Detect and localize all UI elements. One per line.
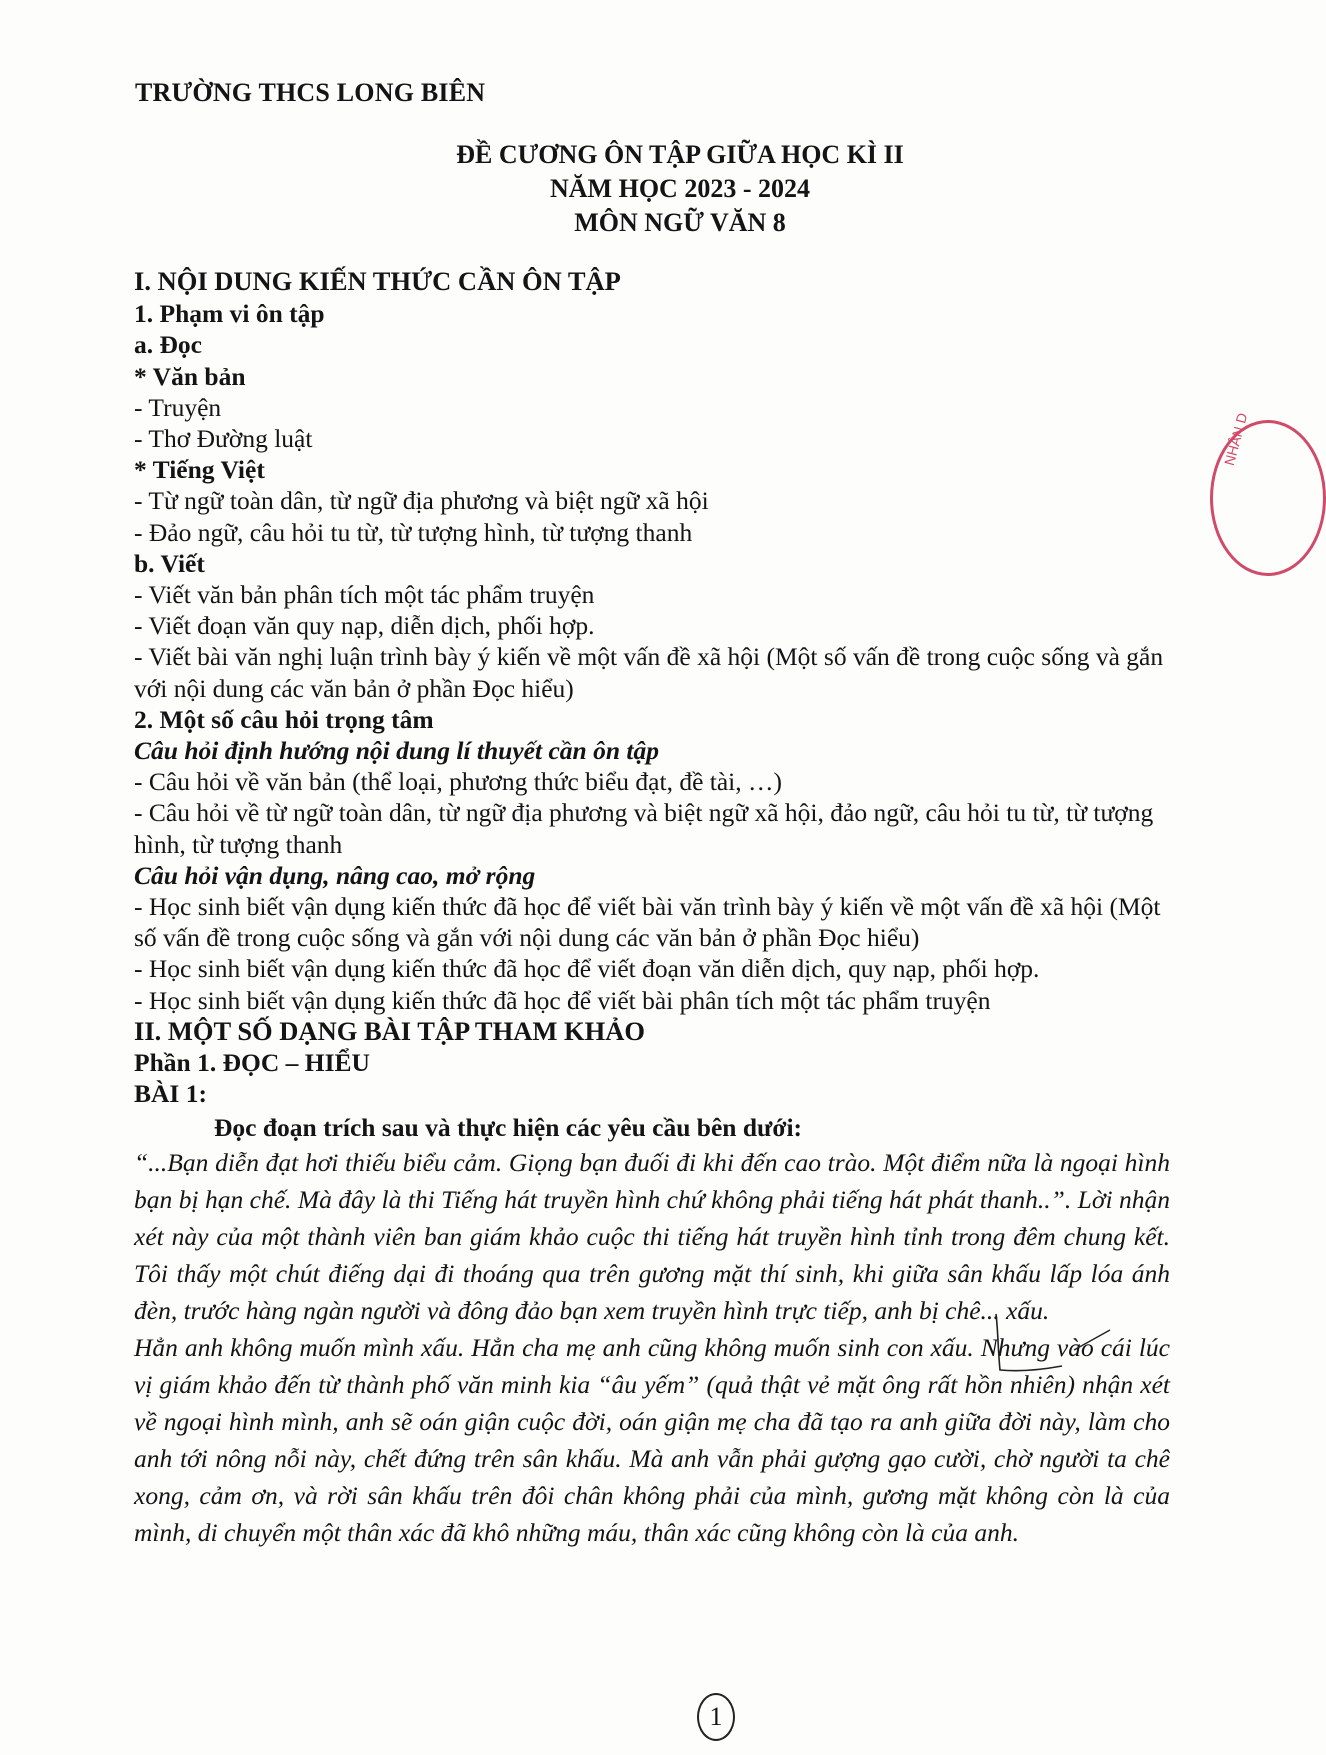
applied-question-3: - Học sinh biết vận dụng kiến thức đã học để viết bài phân tích một tác phẩm truyện	[134, 985, 991, 1015]
vietnamese-heading: * Tiếng Việt	[134, 455, 265, 485]
handwritten-mark	[990, 1310, 1120, 1380]
official-stamp	[1210, 411, 1326, 576]
applied-questions-heading: Câu hỏi vận dụng, nâng cao, mở rộng	[134, 860, 536, 890]
texts-heading: * Văn bản	[134, 361, 246, 391]
writing-item-3: - Viết bài văn nghị luận trình bày ý kiến về một vấn đề xã hội (Một số vấn đề trong cuộc sống và gắn với nội dung các văn bản ở phần Đọc hiểu)	[134, 642, 1164, 703]
writing-item-1: - Viết văn bản phân tích một tác phẩm truyện	[134, 580, 595, 610]
section-1-heading: I. NỘI DUNG KIẾN THỨC CẦN ÔN TẬP	[134, 266, 621, 296]
writing-item-2: - Viết đoạn văn quy nạp, diễn dịch, phối hợp.	[134, 611, 595, 641]
exercise-1-heading: BÀI 1:	[134, 1079, 207, 1109]
section-2-heading: II. MỘT SỐ DẠNG BÀI TẬP THAM KHẢO	[134, 1015, 645, 1046]
theory-question-2: - Câu hỏi về từ ngữ toàn dân, từ ngữ địa phương và biệt ngữ xã hội, đảo ngữ, câu hỏi tu từ, từ tượng hình, từ tượng thanh	[134, 798, 1154, 859]
text-item-poetry: - Thơ Đường luật	[134, 424, 313, 454]
title-line-1: ĐỀ CƯƠNG ÔN TẬP GIỮA HỌC KÌ II	[456, 140, 904, 169]
text-item-story: - Truyện	[134, 392, 222, 422]
key-questions-heading: 2. Một số câu hỏi trọng tâm	[134, 704, 434, 734]
applied-question-2: - Học sinh biết vận dụng kiến thức đã học để viết đoạn văn diễn dịch, quy nạp, phối hợp.	[134, 954, 1040, 984]
document-title	[310, 138, 1050, 240]
title-line-2: NĂM HỌC 2023 - 2024	[550, 174, 810, 203]
writing-heading: b. Viết	[134, 548, 205, 578]
exercise-instruction: Đọc đoạn trích sau và thực hiện các yêu cầu bên dưới:	[214, 1113, 803, 1143]
school-name: TRƯỜNG THCS LONG BIÊN	[135, 78, 486, 107]
theory-questions-heading: Câu hỏi định hướng nội dung lí thuyết cần ôn tập	[134, 736, 659, 766]
theory-question-1: - Câu hỏi về văn bản (thể loại, phương thức biểu đạt, đề tài, …)	[134, 767, 782, 797]
vietnamese-item-2: - Đảo ngữ, câu hỏi tu từ, từ tượng hình, từ tượng thanh	[134, 517, 693, 547]
title-line-3: MÔN NGỮ VĂN 8	[574, 208, 786, 237]
scope-heading: 1. Phạm vi ôn tập	[134, 299, 325, 329]
part-1-heading: Phần 1. ĐỌC – HIỂU	[134, 1048, 370, 1078]
page-number: 1	[697, 1693, 735, 1741]
applied-question-1: - Học sinh biết vận dụng kiến thức đã học để viết bài văn trình bày ý kiến về một vấn đề xã hội (Một số vấn đề trong cuộc sống và gắn với nội dung các văn bản ở phần Đọc hiểu)	[134, 892, 1161, 953]
vietnamese-item-1: - Từ ngữ toàn dân, từ ngữ địa phương và biệt ngữ xã hội	[134, 486, 709, 516]
reading-heading: a. Đọc	[134, 330, 202, 360]
stamp-text: NHÂN D	[1221, 411, 1251, 468]
passage-paragraph-1: “...Bạn diễn đạt hơi thiếu biểu cảm. Giọng bạn đuối đi khi đến cao trào. Một điểm nữa là ngoại hình bạn bị hạn chế. Mà đây là thi Tiếng hát truyền hình chứ không phải tiếng hát phát thanh..”. Lời nhận xét này của một thành viên ban giám khảo cuộc thi tiếng hát truyền hình tỉnh trong đêm chung kết. Tôi thấy một chút điếng dại đi thoáng qua trên gương mặt thí sinh, khi giữa sân khấu lấp lóa ánh đèn, trước hàng ngàn người và đông đảo bạn xem truyền hình trực tiếp, anh bị chê... xấu.	[134, 1147, 1170, 1325]
passage-paragraph-2: Hẳn anh không muốn mình xấu. Hẳn cha mẹ anh cũng không muốn sinh con xấu. Nhưng vào cái lúc vị giám khảo đến từ thành phố văn minh kia “âu yếm” (quả thật vẻ mặt ông rất hồn nhiên) nhận xét về ngoại hình mình, anh sẽ oán giận cuộc đời, oán giận mẹ cha đã tạo ra anh giữa đời này, làm cho anh tới nông nỗi này, chết đứng trên sân khấu. Mà anh vẫn phải gượng gạo cười, chờ người ta chê xong, cảm ơn, và rời sân khấu trên đôi chân không phải của mình, gương mặt không còn là của mình, di chuyển một thân xác đã khô những máu, thân xác cũng không còn là của anh.	[134, 1332, 1170, 1547]
